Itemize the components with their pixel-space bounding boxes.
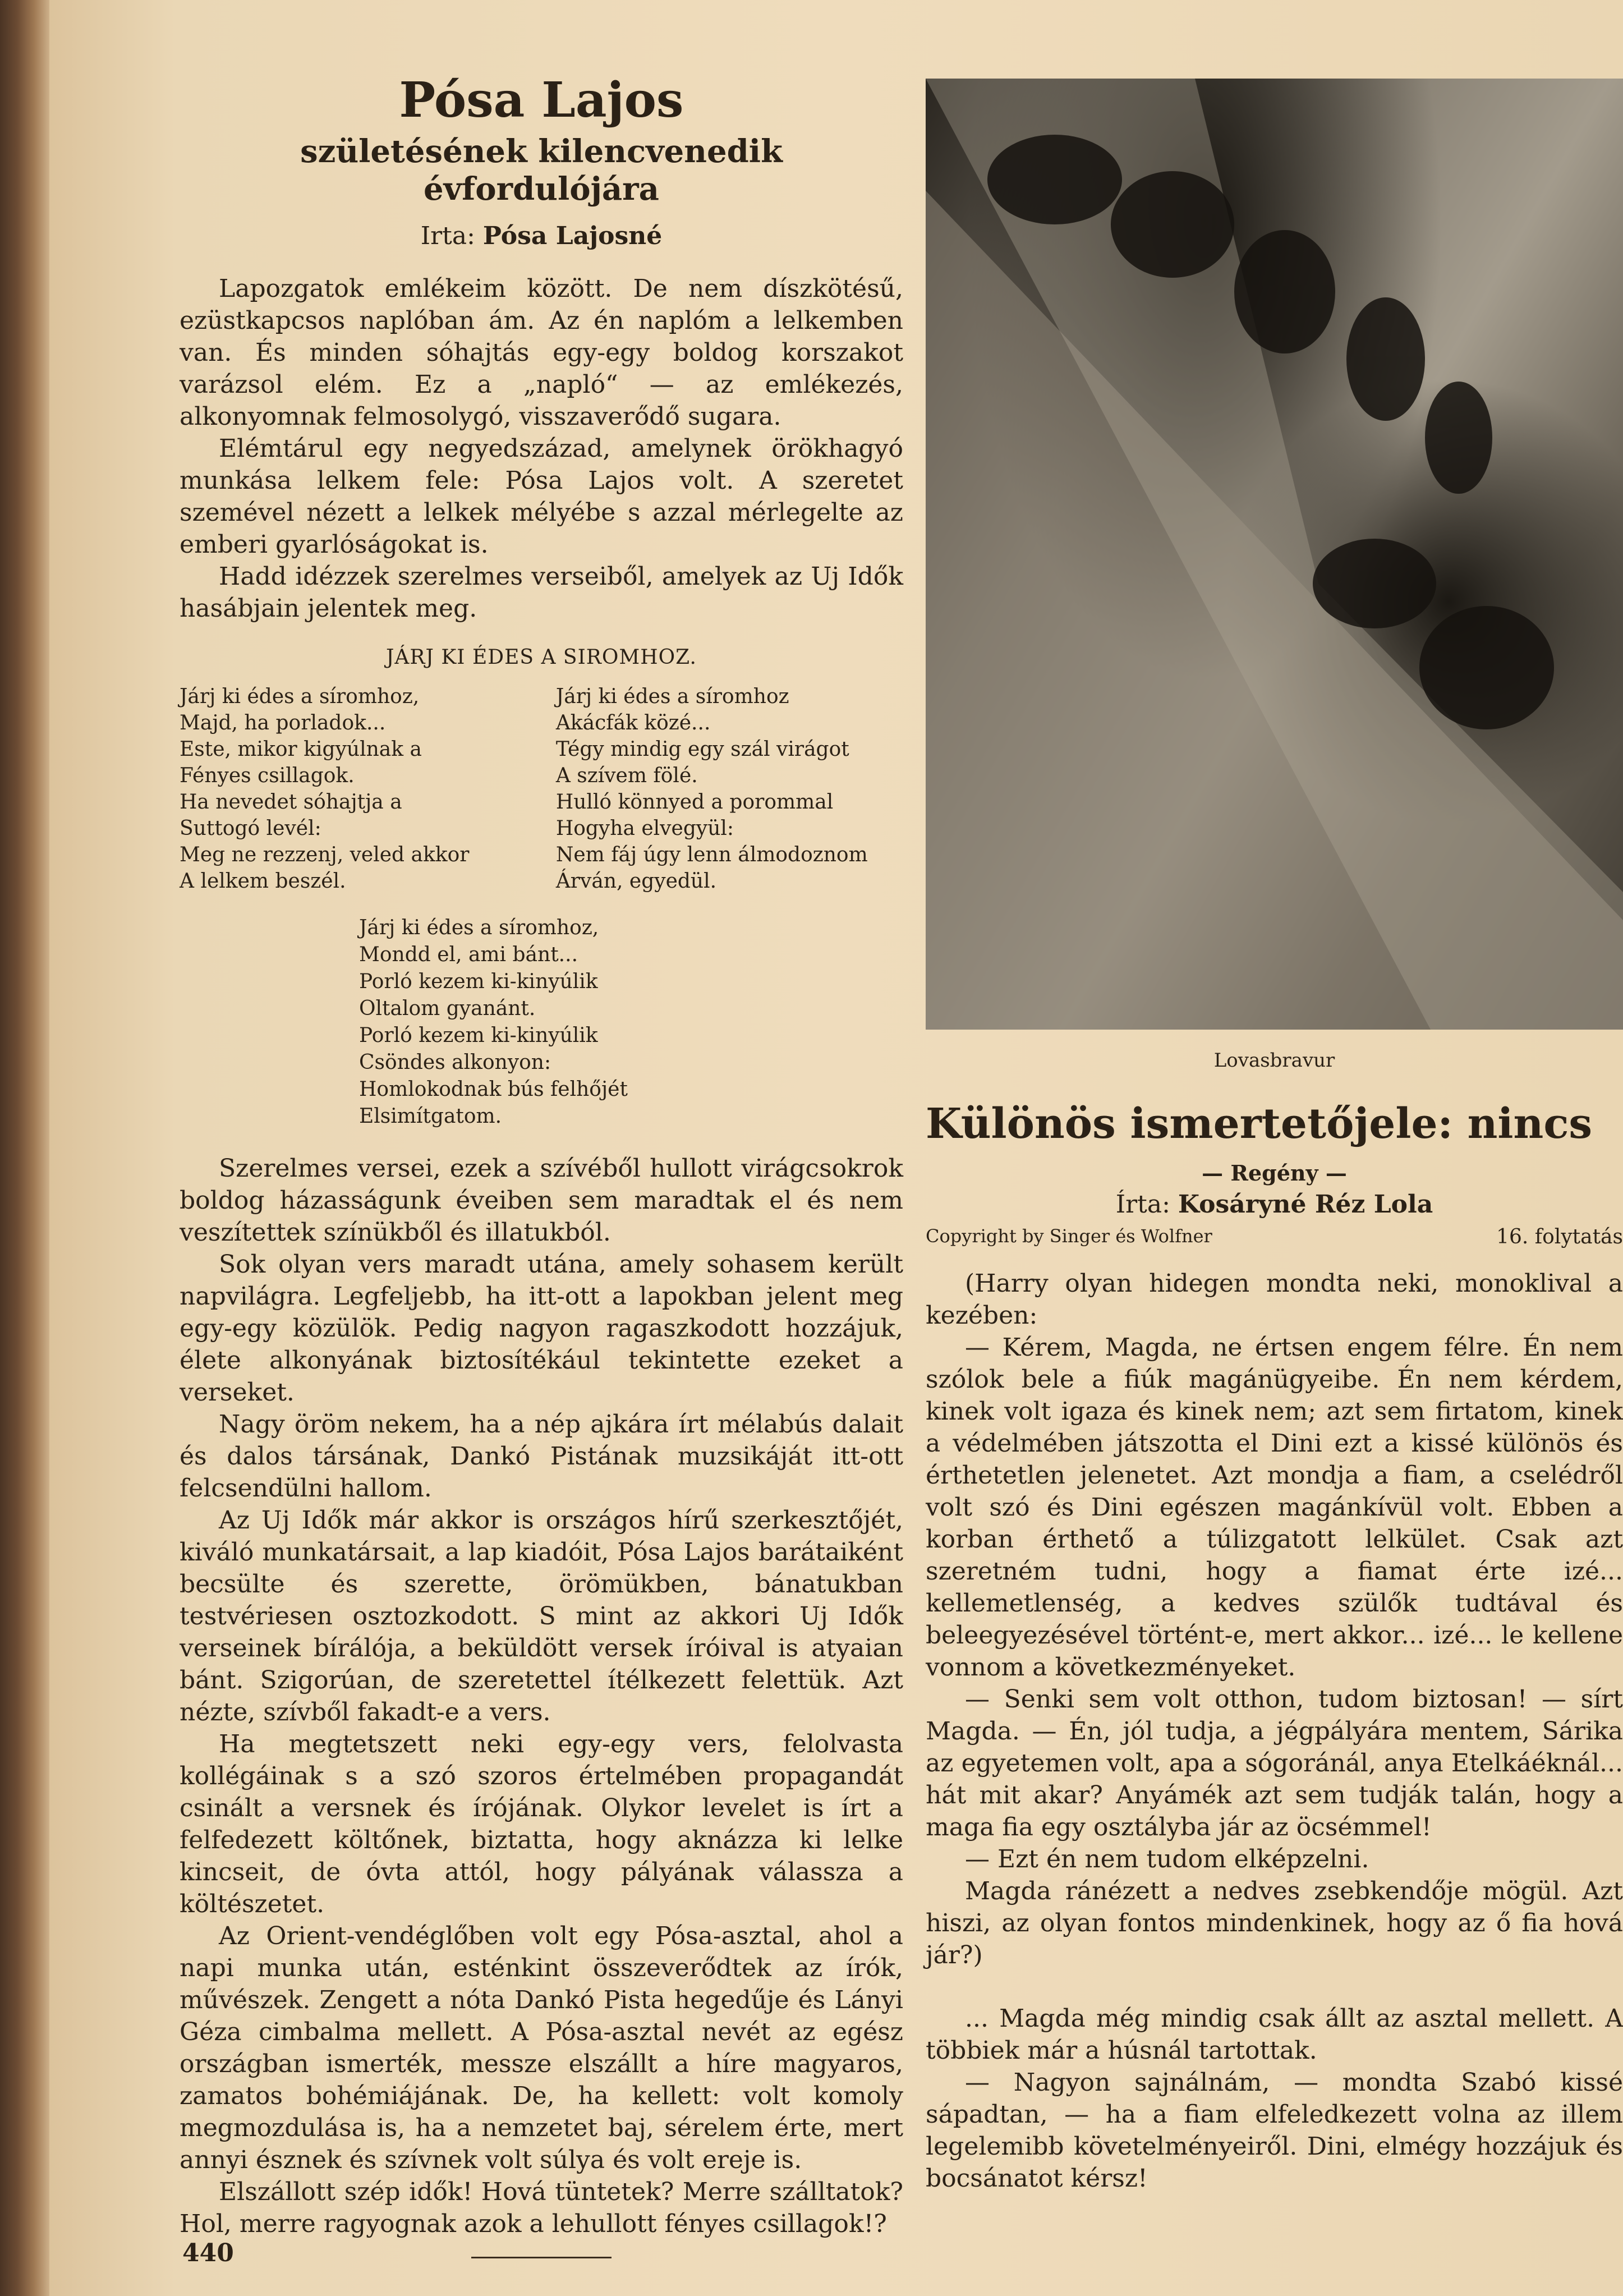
article-body: [180, 1152, 903, 2240]
book-binding: [0, 0, 49, 2296]
intro-paragraph: Lapozgatok emlékeim között. De nem díszkötésű, ezüstkapcsos naplóban ám. Az én naplóm a lelkemben van. És minden sóhajtás egy-egy boldog korszakot varázsol elém. Ez a „napló“ — az emlékezés, alkonyomnak felmosolygó, visszaverődő sugara.: [180, 274, 903, 431]
poem-stanza-left: [180, 683, 527, 894]
poem-line: Tégy mindig egy szál virágot: [555, 738, 849, 761]
body-paragraph: Az Uj Idők már akkor is országos hírű szerkesztőjét, kiváló munkatársait, a lap kiadóit, Pósa Lajos barátaiként becsülte és szerette, örömükben, bánatukban testvériesen osztozkodott. S mint az akkori Uj Idők verseinek bírálója, a beküldött versek íróival is atyaian bánt. Szigorúan, de szeretettel ítélkezett felettük. Azt nézte, szívből fakadt-e a vers.: [180, 1506, 903, 1727]
photo-caption: Lovasbravur: [1213, 1049, 1335, 1072]
novel-paragraph: ... Magda még mindig csak állt az asztal mellett. A többiek már a húsnál tartottak.: [926, 2004, 1623, 2065]
article-subtitle: születésének kilencvenedik évfordulójára: [300, 132, 783, 208]
novel-byline: [926, 1190, 1623, 1219]
photo-illustration: [926, 79, 1623, 1030]
body-paragraph: Ha megtetszett neki egy-egy vers, felolvasta kollégáinak s a szó szoros értelmében propagandát csinált a versnek és írójának. Olykor levelet is írt a felfedezett költőnek, biztatta, hogy aknázza ki lelke kincseit, de óvta attól, hogy pályának válassza a költészetet.: [180, 1730, 903, 1919]
page-number: 440: [182, 2239, 234, 2267]
poem-stanza-right: [556, 683, 903, 894]
poem-line: Járj ki édes a síromhoz: [555, 685, 789, 709]
poem-line: Járj ki édes a síromhoz,: [180, 685, 420, 709]
body-paragraph: Szerelmes versei, ezek a szívéből hullott virágcsokrok boldog házasságunk éveiben sem maradtak el és nem veszítettek színükből és illatukból.: [180, 1154, 903, 1247]
poem-line: Hulló könnyed a porommal: [555, 791, 834, 814]
installment-label: 16. folytatás: [1496, 1225, 1623, 1248]
poem-line: Oltalom gyanánt.: [359, 997, 536, 1021]
poem-line: Csöndes alkonyon:: [359, 1051, 551, 1074]
copyright-line: [926, 1225, 1623, 1248]
poem-columns: [180, 683, 903, 894]
poem-line: Majd, ha porladok...: [180, 711, 386, 735]
article-title: Pósa Lajos: [399, 72, 684, 128]
poem-line: Suttogó levél:: [180, 817, 321, 841]
intro-paragraph: Hadd idézzek szerelmes verseiből, amelyek az Uj Idők hasábjain jelentek meg.: [180, 562, 903, 623]
poem-line: Járj ki édes a síromhoz,: [359, 916, 599, 940]
poem-stanza-center: [359, 915, 903, 1130]
body-paragraph: Sok olyan vers maradt utána, amely sohasem került napvilágra. Legfeljebb, ha itt-ott a lapokban jelent meg egy-egy közülök. Pedig nagyon ragaszkodott hozzájuk, élete alkonyának biztosítékául tekintette ezeket a verseket.: [180, 1250, 903, 1407]
intro-paragraph: Elémtárul egy negyedszázad, amelynek örökhagyó munkása lelkem fele: Pósa Lajos volt. A szeretet szemével nézett a lelkek mélyébe s azzal mérlegelte az emberi gyarlóságokat is.: [180, 434, 903, 559]
byline-author: Kosáryné Réz Lola: [1178, 1190, 1433, 1219]
novel-body: [926, 1268, 1623, 2194]
poem-line: Mondd el, ami bánt...: [359, 943, 578, 967]
novel-paragraph: (Harry olyan hidegen mondta neki, monoklival a kezében:: [926, 1269, 1623, 1330]
horse-riders-photo: [926, 79, 1623, 1030]
body-paragraph: Elszállott szép idők! Hová tüntetek? Merre szálltatok? Hol, merre ragyognak azok a lehullott fényes csillagok!?: [180, 2178, 903, 2239]
poem-line: Este, mikor kigyúlnak a: [180, 738, 422, 761]
body-paragraph: Az Orient-vendéglőben volt egy Pósa-asztal, ahol a napi munka után, esténkint összeverődtek az írók, művészek. Zengett a nóta Dankó Pista hegedűje és Lányi Géza cimbalma mellett. A Pósa-asztal nevét az egész országban ismerték, messze elszállt a híre magyaros, zamatos bohémiájának. De, ha kellett: volt komoly megmozdulása is, ha a nemzetet baj, sérelem érte, mert annyi észnek és szívnek volt súlya és volt ereje is.: [180, 1922, 903, 2175]
poem-line: Ha nevedet sóhajtja a: [180, 791, 402, 814]
poem-line: Fényes csillagok.: [180, 764, 355, 788]
poem-line: Akácfák közé...: [555, 711, 711, 735]
poem-line: Homlokodnak bús felhőjét: [359, 1078, 628, 1101]
novel-paragraph: — Ezt én nem tudom elképzelni.: [965, 1845, 1369, 1873]
novel-paragraph: — Kérem, Magda, ne értsen engem félre. Én nem szólok bele a fiúk magánügyeibe. Én nem kérdem, kinek volt igaza és kinek nem; azt sem firtatom, kinek a védelmében játszotta el Dini ezt a kissé különös és érthetetlen jelenetet. Azt mondja a fiam, a cselédről volt szó és Dini egészen magánkívül volt. Ebben a korban érthető a túlizgatott lelkület. Csak azt szeretném tudni, hogy a fiamat érte izé... kellemetlenség, a kedves szülők tudtával és beleegyezésével történt-e, mert akkor... izé... le kellene vonnom a következményeket.: [926, 1333, 1623, 1682]
end-rule: [471, 2257, 612, 2258]
byline-author: Pósa Lajosné: [482, 222, 663, 251]
byline-prefix: Irta:: [420, 222, 475, 251]
novel-title: Különös ismertetőjele: nincs: [926, 1100, 1593, 1148]
novel-paragraph: Magda ránézett a nedves zsebkendője mögül. Azt hiszi, az olyan fontos mindenkinek, hogy az ő fia hová jár?): [926, 1877, 1623, 1969]
poem-line: A szívem fölé.: [555, 764, 698, 788]
copyright-notice: Copyright by Singer és Wolfner: [926, 1225, 1212, 1247]
poem-line: Elsimítgatom.: [359, 1105, 502, 1128]
article-byline: [180, 222, 903, 250]
poem-line: Árván, egyedül.: [555, 870, 717, 893]
poem-line: A lelkem beszél.: [180, 870, 346, 893]
poem-line: Hogyha elvegyül:: [555, 817, 734, 841]
poem-line: Porló kezem ki-kinyúlik: [359, 970, 598, 994]
novel-paragraph: — Senki sem volt otthon, tudom biztosan! — sírt Magda. — Én, jól tudja, a jégpályára mentem, Sárika az egyetemen volt, apa a sógoránál, anya Etelkáéknál... hát mit akar? Anyámék azt sem tudják talán, hogy a maga fia egy osztályba jár az öcsémmel!: [926, 1685, 1623, 1842]
novel-genre: — Regény —: [1202, 1160, 1347, 1186]
novel-paragraph: — Nagyon sajnálnám, — mondta Szabó kissé sápadtan, — ha a fiam elfeledkezett volna az illem legelemibb követelményeiről. Dini, elmégy hozzájuk és bocsánatot kérsz!: [926, 2068, 1623, 2193]
body-paragraph: Nagy öröm nekem, ha a nép ajkára írt mélabús dalait és dalos társának, Dankó Pistának muzsikáját itt-ott felcsendülni hallom.: [180, 1410, 903, 1503]
poem-line: Porló kezem ki-kinyúlik: [359, 1024, 598, 1048]
poem-title: JÁRJ KI ÉDES A SIROMHOZ.: [385, 646, 697, 669]
right-article: [926, 1100, 1623, 2194]
left-article: [180, 73, 903, 2258]
poem-line: Nem fáj úgy lenn álmodoznom: [555, 843, 868, 867]
byline-prefix: Írta:: [1115, 1190, 1170, 1219]
poem-line: Meg ne rezzenj, veled akkor: [180, 843, 470, 867]
